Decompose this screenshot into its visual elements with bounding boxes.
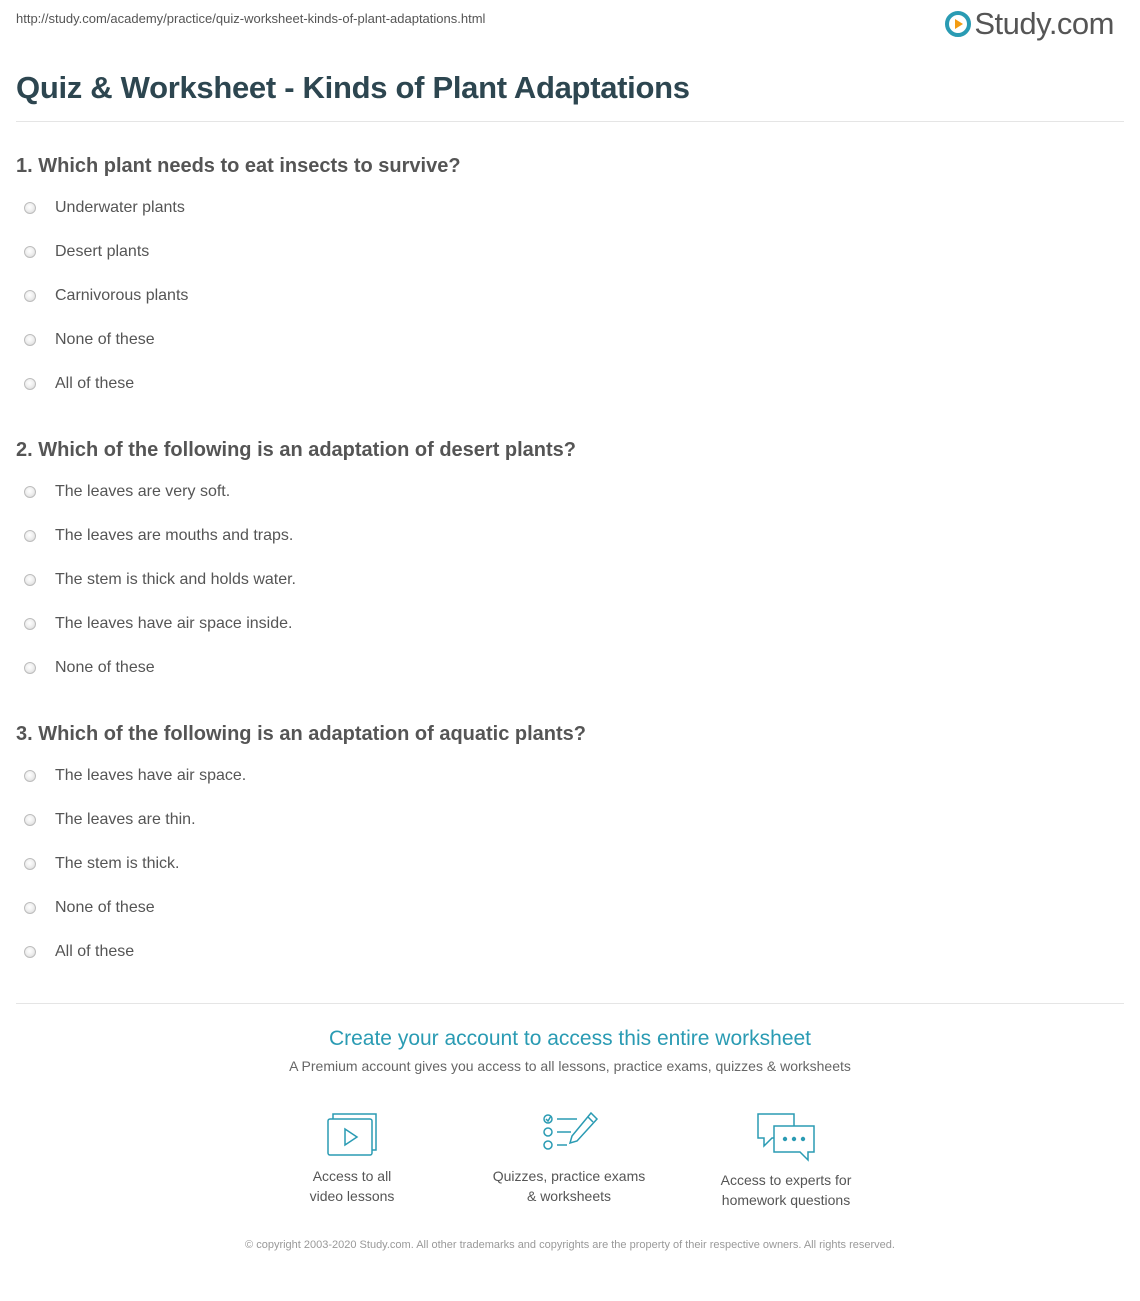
answer-list bbox=[16, 763, 1116, 983]
answer-label: All of these bbox=[55, 375, 135, 392]
answer-option[interactable] bbox=[16, 895, 1116, 939]
answer-list bbox=[16, 479, 1116, 699]
feature-label: Access to all video lessons bbox=[309, 1168, 395, 1204]
answer-label: None of these bbox=[55, 899, 155, 916]
answer-label: The stem is thick and holds water. bbox=[55, 571, 296, 588]
checklist-icon bbox=[539, 1110, 599, 1158]
title-divider bbox=[16, 121, 1124, 122]
question-2 bbox=[16, 439, 1116, 699]
answer-label: The leaves are very soft. bbox=[55, 483, 231, 500]
answer-option[interactable] bbox=[16, 807, 1116, 851]
answer-list bbox=[16, 195, 1116, 415]
feature-quizzes bbox=[469, 1110, 669, 1206]
radio-button[interactable] bbox=[24, 530, 36, 542]
feature-label: Access to experts for homework questions bbox=[720, 1172, 852, 1208]
feature-experts bbox=[686, 1110, 886, 1210]
answer-label: Desert plants bbox=[55, 243, 150, 260]
radio-button[interactable] bbox=[24, 858, 36, 870]
answer-option[interactable] bbox=[16, 567, 1116, 611]
answer-label: None of these bbox=[55, 331, 155, 348]
radio-button[interactable] bbox=[24, 902, 36, 914]
question-3 bbox=[16, 723, 1116, 983]
radio-button[interactable] bbox=[24, 662, 36, 674]
answer-label: All of these bbox=[55, 943, 135, 960]
answer-label: The stem is thick. bbox=[55, 855, 180, 872]
feature-video-lessons bbox=[252, 1110, 452, 1206]
answer-label: None of these bbox=[55, 659, 155, 676]
answer-label: Carnivorous plants bbox=[55, 287, 189, 304]
answer-option[interactable] bbox=[16, 239, 1116, 283]
radio-button[interactable] bbox=[24, 378, 36, 390]
signup-cta bbox=[0, 1027, 1140, 1074]
question-1 bbox=[16, 155, 1116, 415]
chat-bubbles-icon bbox=[754, 1110, 818, 1162]
radio-button[interactable] bbox=[24, 946, 36, 958]
feature-label: Quizzes, practice exams & worksheets bbox=[492, 1168, 646, 1204]
question-text: 2. Which of the following is an adaptation of desert plants? bbox=[16, 439, 577, 461]
answer-option[interactable] bbox=[16, 851, 1116, 895]
radio-button[interactable] bbox=[24, 246, 36, 258]
answer-option[interactable] bbox=[16, 327, 1116, 371]
answer-label: The leaves are mouths and traps. bbox=[55, 527, 294, 544]
answer-option[interactable] bbox=[16, 763, 1116, 807]
answer-option[interactable] bbox=[16, 939, 1116, 983]
answer-option[interactable] bbox=[16, 611, 1116, 655]
radio-button[interactable] bbox=[24, 770, 36, 782]
radio-button[interactable] bbox=[24, 814, 36, 826]
play-circle-icon bbox=[945, 11, 971, 37]
answer-option[interactable] bbox=[16, 523, 1116, 567]
answer-option[interactable] bbox=[16, 283, 1116, 327]
radio-button[interactable] bbox=[24, 618, 36, 630]
answer-option[interactable] bbox=[16, 479, 1116, 523]
section-divider bbox=[16, 1003, 1124, 1004]
answer-option[interactable] bbox=[16, 655, 1116, 699]
radio-button[interactable] bbox=[24, 574, 36, 586]
copyright-text: © copyright 2003-2020 Study.com. All other trademarks and copyrights are the property of their respective owners. All rights reserved. bbox=[245, 1239, 895, 1251]
url-text: http://study.com/academy/practice/quiz-worksheet-kinds-of-plant-adaptations.html bbox=[16, 11, 486, 26]
study-logo[interactable] bbox=[945, 6, 1114, 42]
answer-label: Underwater plants bbox=[55, 199, 185, 216]
video-lessons-icon bbox=[324, 1110, 380, 1158]
answer-label: The leaves have air space inside. bbox=[55, 615, 293, 632]
radio-button[interactable] bbox=[24, 290, 36, 302]
answer-option[interactable] bbox=[16, 371, 1116, 415]
radio-button[interactable] bbox=[24, 486, 36, 498]
answer-label: The leaves have air space. bbox=[55, 767, 247, 784]
logo-wordmark: Study.com bbox=[974, 6, 1114, 41]
answer-option[interactable] bbox=[16, 195, 1116, 239]
radio-button[interactable] bbox=[24, 202, 36, 214]
question-text: 1. Which plant needs to eat insects to survive? bbox=[16, 155, 461, 177]
cta-subtitle: A Premium account gives you access to all lessons, practice exams, quizzes & worksheets bbox=[289, 1058, 851, 1074]
question-text: 3. Which of the following is an adaptation of aquatic plants? bbox=[16, 723, 587, 745]
cta-title[interactable]: Create your account to access this entire worksheet bbox=[328, 1027, 812, 1050]
radio-button[interactable] bbox=[24, 334, 36, 346]
answer-label: The leaves are thin. bbox=[55, 811, 196, 828]
page-title: Quiz & Worksheet - Kinds of Plant Adaptations bbox=[16, 70, 690, 105]
